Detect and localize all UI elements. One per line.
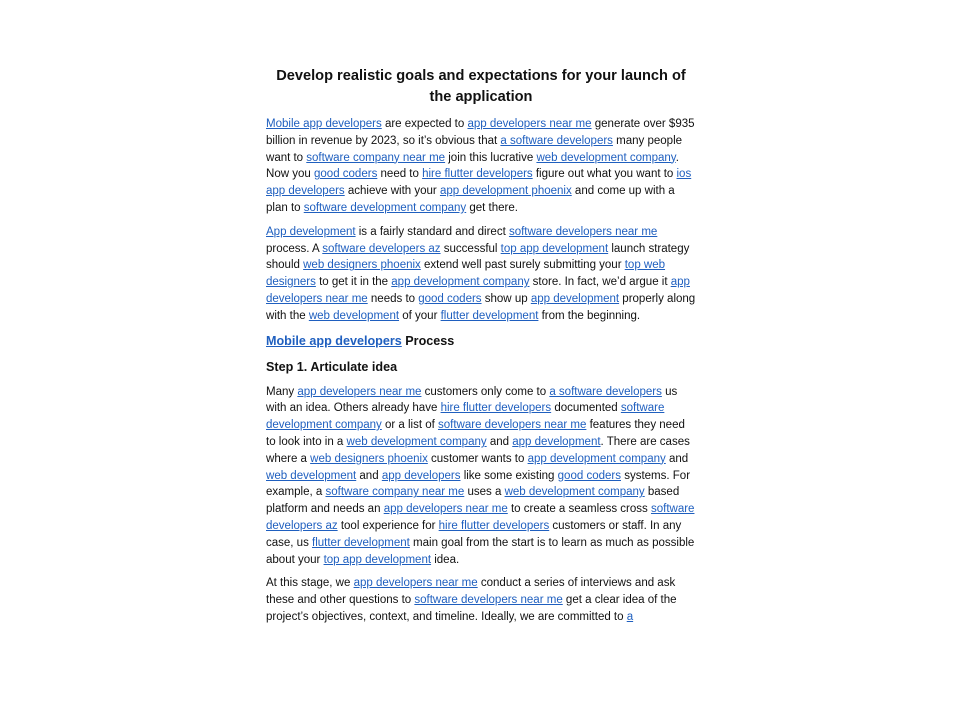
body-text: properly along with the bbox=[266, 292, 696, 322]
intro-paragraphs bbox=[266, 116, 696, 325]
inline-link[interactable]: app developers near me bbox=[297, 385, 422, 398]
body-text: like some existing bbox=[460, 469, 558, 482]
body-text: Many bbox=[266, 385, 298, 398]
inline-link[interactable]: hire flutter developers bbox=[422, 168, 533, 181]
inline-link[interactable]: software development company bbox=[266, 402, 665, 432]
inline-link[interactable]: software developers az bbox=[322, 242, 441, 255]
inline-link[interactable]: software company near me bbox=[325, 486, 465, 499]
inline-link[interactable]: good coders bbox=[313, 168, 378, 181]
inline-link[interactable]: good coders bbox=[557, 469, 621, 482]
inline-link[interactable]: software developers az bbox=[266, 503, 695, 532]
body-text: documented bbox=[551, 402, 621, 415]
body-text: and bbox=[356, 469, 382, 482]
inline-link[interactable]: app developers near me bbox=[383, 503, 508, 516]
body-text: and bbox=[486, 435, 513, 448]
body-text: . There are cases where a bbox=[266, 435, 690, 465]
body-text: . Now you bbox=[266, 151, 679, 181]
paragraph bbox=[266, 116, 696, 217]
body-text: many people want to bbox=[266, 134, 683, 164]
inline-link[interactable]: hire flutter developers bbox=[440, 402, 552, 415]
body-text: process. A bbox=[266, 242, 323, 255]
inline-link[interactable]: a software developers bbox=[549, 385, 662, 398]
inline-link[interactable]: Mobile app developers bbox=[266, 333, 402, 348]
inline-link[interactable]: flutter development bbox=[440, 309, 539, 322]
body-text: based platform and needs an bbox=[266, 486, 680, 516]
body-text: features they need to look into in a bbox=[266, 419, 685, 448]
inline-link[interactable]: web development company bbox=[536, 151, 676, 164]
body-text: At this stage, we bbox=[266, 577, 354, 590]
inline-link[interactable]: app developers near me bbox=[266, 276, 690, 305]
body-text: generate over $935 billion in revenue by 2023, so it’s obvious that bbox=[266, 118, 695, 147]
inline-link[interactable]: app development bbox=[530, 292, 620, 305]
inline-link[interactable]: top app development bbox=[323, 553, 432, 566]
body-text: and bbox=[665, 452, 689, 465]
inline-link[interactable]: Mobile app developers bbox=[266, 118, 382, 130]
body-text: customer wants to bbox=[427, 452, 528, 465]
body-text: needs to bbox=[367, 292, 419, 305]
body-text: tool experience for bbox=[337, 519, 439, 532]
body-text: join this lucrative bbox=[445, 151, 537, 164]
inline-link[interactable]: top web designers bbox=[266, 259, 666, 289]
inline-link[interactable]: software developers near me bbox=[414, 594, 563, 607]
inline-link[interactable]: app development phoenix bbox=[439, 185, 572, 198]
body-text: achieve with your bbox=[344, 185, 440, 198]
inline-link[interactable]: a bbox=[626, 610, 634, 623]
body-text: extend well past surely submitting your bbox=[420, 259, 625, 272]
body-text: and come up with a plan to bbox=[266, 185, 675, 214]
inline-link[interactable]: a software developers bbox=[500, 134, 613, 147]
inline-link[interactable]: App development bbox=[266, 225, 356, 238]
inline-link[interactable]: top app development bbox=[500, 242, 609, 255]
inline-link[interactable]: hire flutter developers bbox=[438, 519, 550, 532]
body-text: us with an idea. Others already have bbox=[266, 385, 678, 415]
inline-link[interactable]: software developers near me bbox=[438, 419, 587, 432]
inline-link[interactable]: web development bbox=[266, 469, 357, 482]
inline-link[interactable]: web development company bbox=[504, 486, 645, 499]
document-page bbox=[266, 64, 696, 633]
paragraph bbox=[266, 384, 696, 569]
paragraph bbox=[266, 224, 696, 325]
inline-link[interactable]: app developers bbox=[381, 469, 461, 482]
inline-link[interactable]: web development bbox=[308, 309, 400, 322]
body-text: idea. bbox=[431, 553, 460, 566]
inline-link[interactable]: web designers phoenix bbox=[310, 452, 428, 465]
body-text: uses a bbox=[464, 486, 505, 499]
body-text: customers only come to bbox=[421, 385, 550, 398]
inline-link[interactable]: software developers near me bbox=[508, 225, 658, 238]
body-text: to get it in the bbox=[315, 276, 392, 289]
inline-link[interactable]: flutter development bbox=[312, 536, 410, 549]
body-text: need to bbox=[377, 168, 423, 181]
inline-link[interactable]: good coders bbox=[418, 292, 482, 305]
body-text: store. In fact, we’d argue it bbox=[529, 276, 671, 289]
body-text: get a clear idea of the project’s objectives, context, and timeline. Ideally, we are committed to bbox=[266, 594, 677, 623]
body-text: show up bbox=[481, 292, 531, 305]
body-text: successful bbox=[440, 242, 501, 255]
body-text: to create a seamless cross bbox=[507, 503, 651, 516]
process-heading bbox=[266, 332, 696, 350]
body-text: figure out what you want to bbox=[532, 168, 677, 181]
paragraph bbox=[266, 575, 696, 625]
inline-link[interactable]: app development bbox=[512, 435, 601, 448]
body-text: of your bbox=[399, 309, 441, 322]
inline-link[interactable]: software company near me bbox=[306, 151, 446, 164]
body-text: conduct a series of interviews and ask these and other questions to bbox=[266, 577, 676, 607]
inline-link[interactable]: web designers phoenix bbox=[303, 259, 421, 272]
step1-paragraphs bbox=[266, 384, 696, 626]
body-text: is a fairly standard and direct bbox=[355, 225, 509, 238]
body-text: are expected to bbox=[381, 118, 468, 130]
body-text: Process bbox=[401, 333, 455, 348]
body-text: main goal from the start is to learn as much as possible about your bbox=[266, 536, 695, 566]
inline-link[interactable]: app developers near me bbox=[353, 577, 478, 590]
inline-link[interactable]: ios app developers bbox=[266, 168, 692, 198]
body-text: customers or staff. In any case, us bbox=[266, 519, 682, 549]
inline-link[interactable]: software development company bbox=[303, 201, 467, 214]
inline-link[interactable]: web development company bbox=[346, 435, 487, 448]
body-text: from the beginning. bbox=[538, 309, 641, 322]
inline-link[interactable]: app developers near me bbox=[467, 118, 592, 130]
body-text: systems. For example, a bbox=[266, 469, 691, 499]
document-title: Develop realistic goals and expectations for your launch of the application bbox=[276, 68, 686, 105]
body-text: get there. bbox=[466, 201, 518, 214]
body-text: launch strategy should bbox=[266, 242, 690, 272]
inline-link[interactable]: app development company bbox=[527, 452, 666, 465]
inline-link[interactable]: app development company bbox=[391, 276, 530, 289]
step1-heading: Step 1. Articulate idea bbox=[266, 359, 398, 374]
body-text: or a list of bbox=[381, 419, 439, 432]
